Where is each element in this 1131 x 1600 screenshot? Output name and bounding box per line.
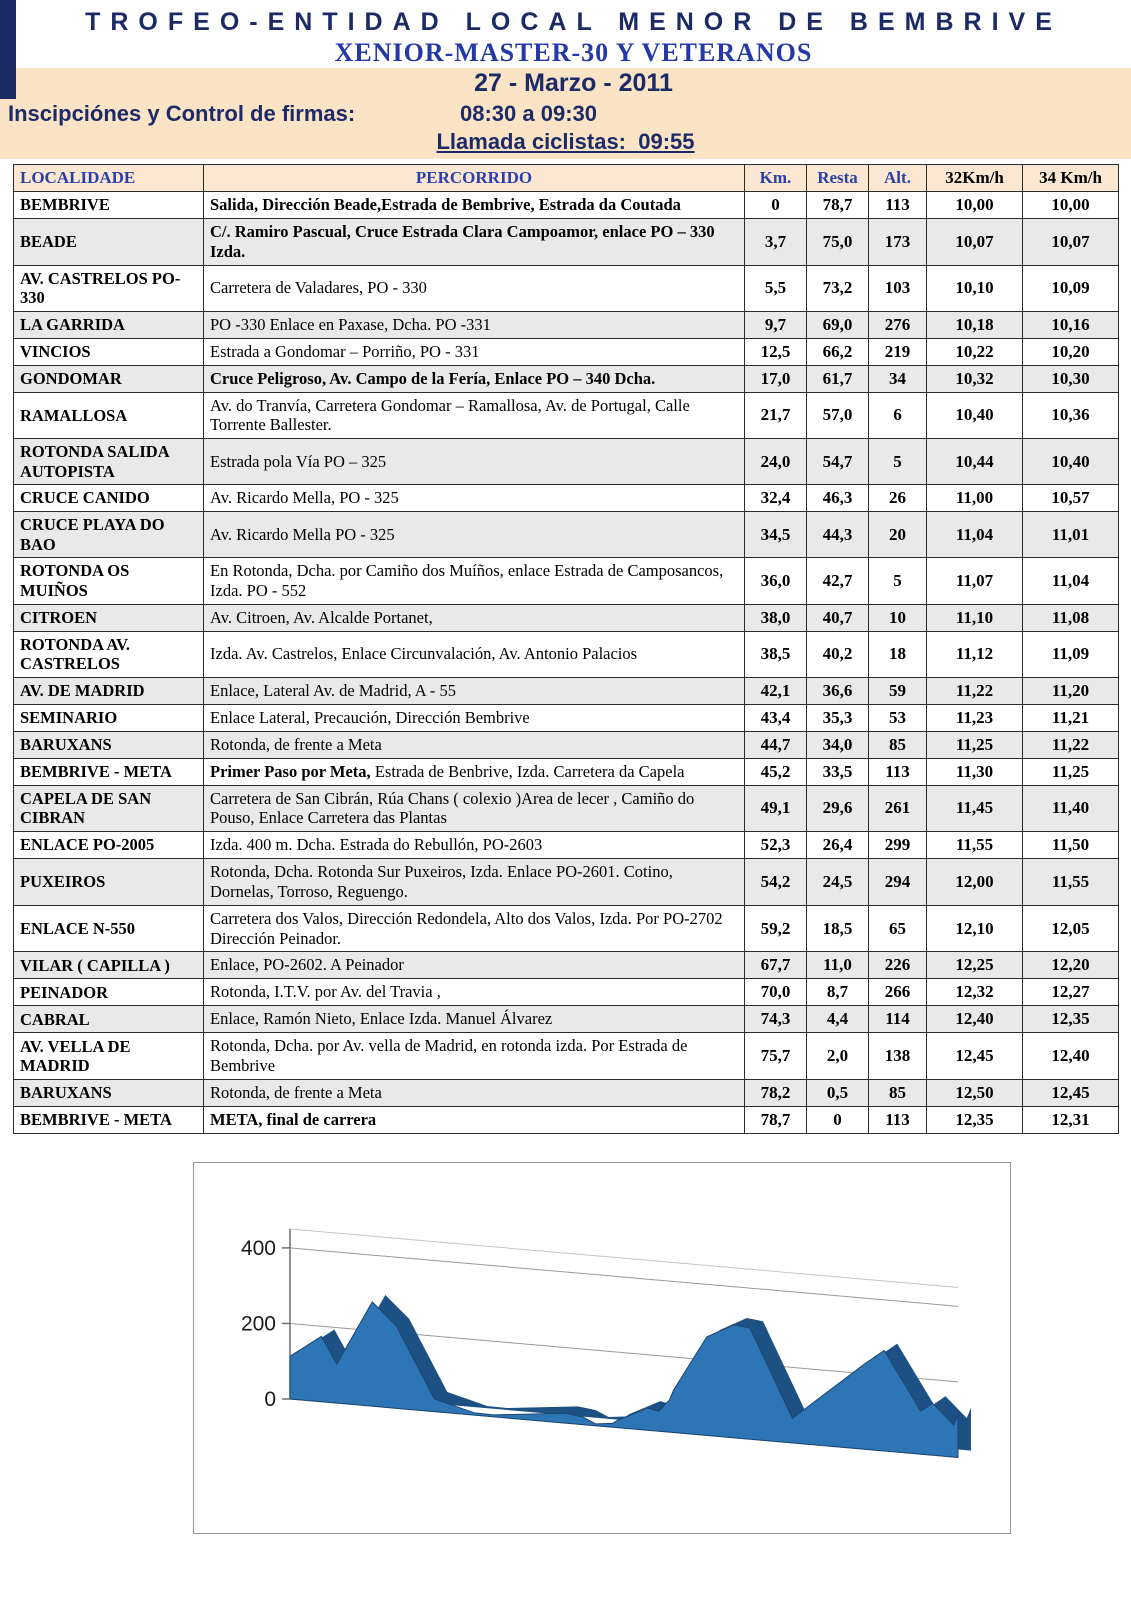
speed32-cell: 10,40: [927, 392, 1023, 439]
speed34-cell: 10,09: [1023, 265, 1119, 311]
column-header-34kmh: 34 Km/h: [1023, 165, 1119, 192]
km-cell: 70,0: [745, 979, 807, 1006]
table-row: [14, 731, 1119, 758]
alt-cell: 276: [869, 311, 927, 338]
speed32-cell: 11,23: [927, 704, 1023, 731]
speed32-cell: 10,18: [927, 311, 1023, 338]
km-cell: 38,0: [745, 604, 807, 631]
speed32-cell: 11,12: [927, 631, 1023, 677]
table-row: [14, 677, 1119, 704]
resta-cell: 40,7: [807, 604, 869, 631]
locality-cell: VINCIOS: [14, 338, 204, 365]
chart-wall-top-edge: [290, 1229, 958, 1287]
elevation-profile-svg: [194, 1163, 1010, 1534]
percorrido-cell: Enlace, Ramón Nieto, Enlace Izda. Manuel Álvarez: [204, 1006, 745, 1033]
gridline-400: [290, 1248, 958, 1306]
resta-cell: 44,3: [807, 512, 869, 558]
table-row: [14, 952, 1119, 979]
speed34-cell: 11,09: [1023, 631, 1119, 677]
table-row: [14, 785, 1119, 832]
speed34-cell: 10,16: [1023, 311, 1119, 338]
speed34-cell: 11,40: [1023, 785, 1119, 832]
percorrido-cell: Estrada pola Vía PO – 325: [204, 439, 745, 485]
locality-cell: ROTONDA AV. CASTRELOS: [14, 631, 204, 677]
resta-cell: 69,0: [807, 311, 869, 338]
locality-cell: AV. VELLA DE MADRID: [14, 1033, 204, 1080]
speed32-cell: 11,04: [927, 512, 1023, 558]
table-row: [14, 758, 1119, 785]
percorrido-cell: Enlace, Lateral Av. de Madrid, A - 55: [204, 677, 745, 704]
resta-cell: 46,3: [807, 485, 869, 512]
percorrido-cell: Salida, Dirección Beade,Estrada de Bembrive, Estrada da Coutada: [204, 192, 745, 219]
table-row: [14, 439, 1119, 485]
table-row: [14, 192, 1119, 219]
percorrido-cell: Av. do Tranvía, Carretera Gondomar – Ramallosa, Av. de Portugal, Calle Torrente Ballester.: [204, 392, 745, 439]
resta-cell: 66,2: [807, 338, 869, 365]
resta-cell: 26,4: [807, 832, 869, 859]
speed34-cell: 12,40: [1023, 1033, 1119, 1080]
km-cell: 59,2: [745, 905, 807, 952]
resta-cell: 36,6: [807, 677, 869, 704]
locality-cell: CAPELA DE SAN CIBRAN: [14, 785, 204, 832]
percorrido-cell: Rotonda, Dcha. Rotonda Sur Puxeiros, Izda. Enlace PO-2601. Cotino, Dornelas, Torroso, Reguengo.: [204, 859, 745, 906]
alt-cell: 114: [869, 1006, 927, 1033]
km-cell: 43,4: [745, 704, 807, 731]
speed34-cell: 10,30: [1023, 365, 1119, 392]
alt-cell: 85: [869, 1079, 927, 1106]
table-row: [14, 219, 1119, 266]
locality-cell: BARUXANS: [14, 1079, 204, 1106]
speed34-cell: 11,25: [1023, 758, 1119, 785]
alt-cell: 20: [869, 512, 927, 558]
y-tick-label-200: 200: [240, 1312, 276, 1336]
speed32-cell: 11,10: [927, 604, 1023, 631]
resta-cell: 8,7: [807, 979, 869, 1006]
speed32-cell: 12,50: [927, 1079, 1023, 1106]
km-cell: 3,7: [745, 219, 807, 266]
route-table: [13, 164, 1119, 1134]
locality-cell: ROTONDA OS MUIÑOS: [14, 558, 204, 605]
speed34-cell: 11,21: [1023, 704, 1119, 731]
speed32-cell: 11,45: [927, 785, 1023, 832]
locality-cell: BEMBRIVE - META: [14, 758, 204, 785]
speed34-cell: 12,27: [1023, 979, 1119, 1006]
resta-cell: 57,0: [807, 392, 869, 439]
km-cell: 45,2: [745, 758, 807, 785]
table-row: [14, 1079, 1119, 1106]
alt-cell: 261: [869, 785, 927, 832]
percorrido-cell: C/. Ramiro Pascual, Cruce Estrada Clara Campoamor, enlace PO – 330 Izda.: [204, 219, 745, 266]
inscriptions-label: Inscipciónes y Control de firmas:: [8, 101, 356, 126]
km-cell: 74,3: [745, 1006, 807, 1033]
speed32-cell: 12,25: [927, 952, 1023, 979]
table-row: [14, 1033, 1119, 1080]
y-tick-label-0: 0: [264, 1387, 276, 1411]
percorrido-cell: Carretera de Valadares, PO - 330: [204, 265, 745, 311]
percorrido-cell: Av. Ricardo Mella, PO - 325: [204, 485, 745, 512]
y-tick-label-400: 400: [240, 1236, 276, 1260]
speed34-cell: 12,31: [1023, 1106, 1119, 1133]
alt-cell: 219: [869, 338, 927, 365]
percorrido-cell: Enlace, PO-2602. A Peinador: [204, 952, 745, 979]
percorrido-cell: Rotonda, de frente a Meta: [204, 1079, 745, 1106]
alt-cell: 10: [869, 604, 927, 631]
speed34-cell: 12,20: [1023, 952, 1119, 979]
percorrido-cell: Rotonda, I.T.V. por Av. del Travia ,: [204, 979, 745, 1006]
riders-call-line: [0, 129, 1131, 159]
resta-cell: 34,0: [807, 731, 869, 758]
alt-cell: 18: [869, 631, 927, 677]
table-row: [14, 704, 1119, 731]
chart-plot-area: [290, 1229, 971, 1459]
speed32-cell: 10,22: [927, 338, 1023, 365]
percorrido-cell: Rotonda, Dcha. por Av. vella de Madrid, en rotonda izda. Por Estrada de Bembrive: [204, 1033, 745, 1080]
alt-cell: 5: [869, 439, 927, 485]
percorrido-cell: Estrada a Gondomar – Porriño, PO - 331: [204, 338, 745, 365]
km-cell: 78,7: [745, 1106, 807, 1133]
alt-cell: 138: [869, 1033, 927, 1080]
locality-cell: BEMBRIVE: [14, 192, 204, 219]
locality-cell: PEINADOR: [14, 979, 204, 1006]
speed32-cell: 11,25: [927, 731, 1023, 758]
speed34-cell: 10,00: [1023, 192, 1119, 219]
alt-cell: 34: [869, 365, 927, 392]
masthead: [0, 0, 1131, 99]
locality-cell: VILAR ( CAPILLA ): [14, 952, 204, 979]
alt-cell: 53: [869, 704, 927, 731]
km-cell: 52,3: [745, 832, 807, 859]
locality-cell: ENLACE N-550: [14, 905, 204, 952]
percorrido-cell: Av. Ricardo Mella PO - 325: [204, 512, 745, 558]
speed34-cell: 10,36: [1023, 392, 1119, 439]
speed32-cell: 10,44: [927, 439, 1023, 485]
km-cell: 12,5: [745, 338, 807, 365]
resta-cell: 75,0: [807, 219, 869, 266]
resta-cell: 40,2: [807, 631, 869, 677]
locality-cell: ENLACE PO-2005: [14, 832, 204, 859]
resta-cell: 33,5: [807, 758, 869, 785]
resta-cell: 0: [807, 1106, 869, 1133]
column-header-32kmh: 32Km/h: [927, 165, 1023, 192]
table-row: [14, 631, 1119, 677]
speed32-cell: 12,10: [927, 905, 1023, 952]
percorrido-cell: Av. Citroen, Av. Alcalde Portanet,: [204, 604, 745, 631]
speed34-cell: 11,20: [1023, 677, 1119, 704]
table-row: [14, 365, 1119, 392]
resta-cell: 73,2: [807, 265, 869, 311]
percorrido-cell: Izda. Av. Castrelos, Enlace Circunvalación, Av. Antonio Palacios: [204, 631, 745, 677]
locality-cell: SEMINARIO: [14, 704, 204, 731]
column-header-resta: Resta: [807, 165, 869, 192]
speed32-cell: 11,07: [927, 558, 1023, 605]
speed32-cell: 11,55: [927, 832, 1023, 859]
percorrido-cell: Cruce Peligroso, Av. Campo de la Fería, Enlace PO – 340 Dcha.: [204, 365, 745, 392]
speed32-cell: 12,35: [927, 1106, 1023, 1133]
alt-cell: 65: [869, 905, 927, 952]
resta-cell: 42,7: [807, 558, 869, 605]
locality-cell: CITROEN: [14, 604, 204, 631]
speed34-cell: 10,40: [1023, 439, 1119, 485]
resta-cell: 61,7: [807, 365, 869, 392]
resta-cell: 78,7: [807, 192, 869, 219]
speed34-cell: 11,08: [1023, 604, 1119, 631]
alt-cell: 59: [869, 677, 927, 704]
percorrido-cell: Enlace Lateral, Precaución, Dirección Bembrive: [204, 704, 745, 731]
table-row: [14, 979, 1119, 1006]
event-subtitle: XENIOR-MASTER-30 Y VETERANOS: [334, 38, 813, 67]
locality-cell: LA GARRIDA: [14, 311, 204, 338]
percorrido-cell: Izda. 400 m. Dcha. Estrada do Rebullón, PO-2603: [204, 832, 745, 859]
speed34-cell: 10,07: [1023, 219, 1119, 266]
resta-cell: 18,5: [807, 905, 869, 952]
table-row: [14, 1106, 1119, 1133]
km-cell: 24,0: [745, 439, 807, 485]
alt-cell: 5: [869, 558, 927, 605]
table-row: [14, 558, 1119, 605]
resta-cell: 54,7: [807, 439, 869, 485]
table-row: [14, 392, 1119, 439]
speed32-cell: 12,40: [927, 1006, 1023, 1033]
table-row: [14, 1006, 1119, 1033]
percorrido-cell: En Rotonda, Dcha. por Camiño dos Muíños, enlace Estrada de Camposancos, Izda. PO - 552: [204, 558, 745, 605]
alt-cell: 299: [869, 832, 927, 859]
table-row: [14, 859, 1119, 906]
table-row: [14, 905, 1119, 952]
km-cell: 34,5: [745, 512, 807, 558]
alt-cell: 173: [869, 219, 927, 266]
resta-cell: 0,5: [807, 1079, 869, 1106]
km-cell: 9,7: [745, 311, 807, 338]
page-title: TROFEO-ENTIDAD LOCAL MENOR DE BEMBRIVE: [85, 8, 1062, 36]
percorrido-cell: META, final de carrera: [204, 1106, 745, 1133]
inscriptions-time: 08:30 a 09:30: [460, 101, 597, 126]
table-row: [14, 604, 1119, 631]
km-cell: 42,1: [745, 677, 807, 704]
speed34-cell: 12,45: [1023, 1079, 1119, 1106]
locality-cell: ROTONDA SALIDA AUTOPISTA: [14, 439, 204, 485]
km-cell: 32,4: [745, 485, 807, 512]
locality-cell: BEADE: [14, 219, 204, 266]
speed34-cell: 11,22: [1023, 731, 1119, 758]
speed32-cell: 10,10: [927, 265, 1023, 311]
km-cell: 54,2: [745, 859, 807, 906]
alt-cell: 6: [869, 392, 927, 439]
info-band: [0, 99, 1131, 159]
column-header-localidade: LOCALIDADE: [14, 165, 204, 192]
km-cell: 44,7: [745, 731, 807, 758]
km-cell: 38,5: [745, 631, 807, 677]
column-header-percorrido: PERCORRIDO: [204, 165, 745, 192]
percorrido-cell: Carretera de San Cibrán, Rúa Chans ( colexio )Area de lecer , Camiño do Pouso, Enlace Carretera das Plantas: [204, 785, 745, 832]
alt-cell: 113: [869, 758, 927, 785]
km-cell: 36,0: [745, 558, 807, 605]
locality-cell: GONDOMAR: [14, 365, 204, 392]
locality-cell: BARUXANS: [14, 731, 204, 758]
column-header-km: Km.: [745, 165, 807, 192]
resta-cell: 24,5: [807, 859, 869, 906]
km-cell: 78,2: [745, 1079, 807, 1106]
speed34-cell: 11,55: [1023, 859, 1119, 906]
table-row: [14, 485, 1119, 512]
locality-cell: BEMBRIVE - META: [14, 1106, 204, 1133]
alt-cell: 226: [869, 952, 927, 979]
speed32-cell: 12,32: [927, 979, 1023, 1006]
speed34-cell: 12,05: [1023, 905, 1119, 952]
speed32-cell: 11,00: [927, 485, 1023, 512]
speed32-cell: 10,32: [927, 365, 1023, 392]
inscriptions-line: [0, 99, 1131, 129]
locality-cell: CRUCE PLAYA DO BAO: [14, 512, 204, 558]
alt-cell: 266: [869, 979, 927, 1006]
speed32-cell: 10,07: [927, 219, 1023, 266]
km-cell: 67,7: [745, 952, 807, 979]
alt-cell: 113: [869, 1106, 927, 1133]
percorrido-cell: Primer Paso por Meta, Estrada de Benbrive, Izda. Carretera da Capela: [204, 758, 745, 785]
resta-cell: 2,0: [807, 1033, 869, 1080]
speed34-cell: 11,01: [1023, 512, 1119, 558]
riders-call-text: [436, 129, 694, 154]
table-row: [14, 512, 1119, 558]
speed32-cell: 10,00: [927, 192, 1023, 219]
speed32-cell: 12,45: [927, 1033, 1023, 1080]
percorrido-cell: Carretera dos Valos, Dirección Redondela, Alto dos Valos, Izda. Por PO-2702 Dirección Peinador.: [204, 905, 745, 952]
resta-cell: 11,0: [807, 952, 869, 979]
resta-cell: 35,3: [807, 704, 869, 731]
elevation-chart: [193, 1162, 1011, 1534]
column-header-alt: Alt.: [869, 165, 927, 192]
alt-cell: 26: [869, 485, 927, 512]
locality-cell: CABRAL: [14, 1006, 204, 1033]
riders-call-label: Llamada ciclistas:: [436, 129, 627, 154]
riders-call-time: 09:55: [638, 129, 695, 154]
km-cell: 49,1: [745, 785, 807, 832]
table-row: [14, 311, 1119, 338]
km-cell: 5,5: [745, 265, 807, 311]
speed34-cell: 11,50: [1023, 832, 1119, 859]
locality-cell: CRUCE CANIDO: [14, 485, 204, 512]
km-cell: 75,7: [745, 1033, 807, 1080]
percorrido-cell: Rotonda, de frente a Meta: [204, 731, 745, 758]
speed34-cell: 10,20: [1023, 338, 1119, 365]
locality-cell: AV. CASTRELOS PO- 330: [14, 265, 204, 311]
alt-cell: 85: [869, 731, 927, 758]
locality-cell: AV. DE MADRID: [14, 677, 204, 704]
speed34-cell: 10,57: [1023, 485, 1119, 512]
percorrido-cell: PO -330 Enlace en Paxase, Dcha. PO -331: [204, 311, 745, 338]
km-cell: 0: [745, 192, 807, 219]
speed32-cell: 12,00: [927, 859, 1023, 906]
locality-cell: RAMALLOSA: [14, 392, 204, 439]
km-cell: 21,7: [745, 392, 807, 439]
speed32-cell: 11,22: [927, 677, 1023, 704]
km-cell: 17,0: [745, 365, 807, 392]
alt-cell: 294: [869, 859, 927, 906]
table-row: [14, 832, 1119, 859]
header-row: [14, 165, 1119, 192]
table-row: [14, 265, 1119, 311]
speed34-cell: 12,35: [1023, 1006, 1119, 1033]
locality-cell: PUXEIROS: [14, 859, 204, 906]
resta-cell: 4,4: [807, 1006, 869, 1033]
table-row: [14, 338, 1119, 365]
resta-cell: 29,6: [807, 785, 869, 832]
speed34-cell: 11,04: [1023, 558, 1119, 605]
alt-cell: 103: [869, 265, 927, 311]
event-date: 27 - Marzo - 2011: [16, 68, 1131, 99]
alt-cell: 113: [869, 192, 927, 219]
speed32-cell: 11,30: [927, 758, 1023, 785]
